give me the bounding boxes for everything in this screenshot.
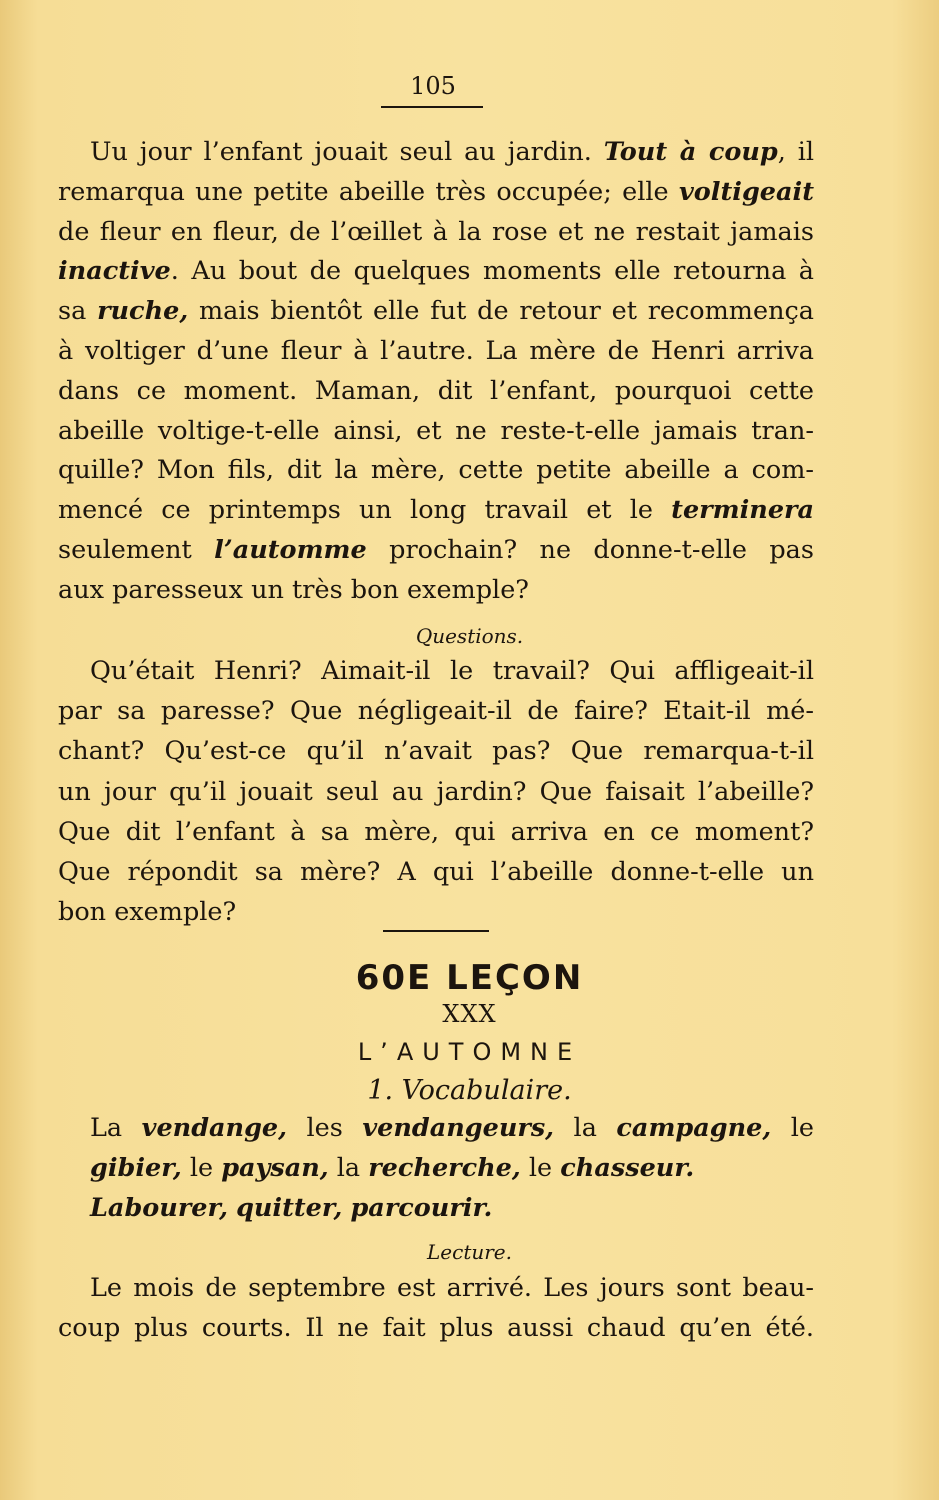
lesson-title: L’AUTOMNE	[357, 1038, 582, 1066]
story-line: quille? Mon fils, dit la mère, cette petite abeille a com-	[58, 455, 814, 486]
vocabulary-line: La vendange, les vendangeurs, la campagne, le	[90, 1113, 814, 1143]
section-divider	[383, 930, 489, 932]
vocabulary-heading: 1. Vocabulaire.	[367, 1075, 572, 1106]
story-line: Uu jour l’enfant jouait seul au jardin. Tout à coup, il	[90, 137, 815, 167]
story-line: remarqua une petite abeille très occupée; elle voltigeait	[58, 176, 814, 207]
question-line: bon exemple?	[58, 897, 237, 928]
reading-line: coup plus courts. Il ne fait plus aussi chaud qu’en été.	[58, 1313, 814, 1343]
vocabulary-line: Labourer, quitter, parcourir.	[90, 1193, 493, 1223]
story-line: aux paresseux un très bon exemple?	[58, 574, 529, 605]
reading-heading: Lecture.	[427, 1240, 512, 1264]
question-line: chant? Qu’est-ce qu’il n’avait pas? Que remarqua-t-il	[58, 736, 814, 767]
question-line: Que répondit sa mère? A qui l’abeille donne-t-elle un	[58, 857, 814, 887]
question-line: par sa paresse? Que négligeait-il de faire? Etait-il mé-	[58, 696, 814, 727]
lesson-heading: 60E LEÇON	[355, 958, 584, 998]
story-line: seulement l’automme prochain? ne donne-t-elle pas	[58, 535, 814, 565]
story-line: mencé ce printemps un long travail et le terminera	[58, 495, 814, 526]
story-line: dans ce moment. Maman, dit l’enfant, pourquoi cette	[58, 375, 814, 406]
page-number-underline	[381, 106, 483, 108]
lesson-roman-number: XXX	[442, 1000, 497, 1028]
page-number: 105	[410, 72, 456, 100]
vocabulary-line: gibier, le paysan, la recherche, le chasseur.	[90, 1153, 695, 1183]
story-line: sa ruche, mais bientôt elle fut de retour et recommença	[58, 296, 814, 327]
story-line: à voltiger d’une fleur à l’autre. La mère de Henri arriva	[58, 336, 814, 366]
reading-line: Le mois de septembre est arrivé. Les jours sont beau-	[90, 1273, 814, 1303]
questions-heading: Questions.	[415, 624, 524, 648]
question-line: Que dit l’enfant à sa mère, qui arriva en ce moment?	[58, 816, 814, 847]
story-line: de fleur en fleur, de l’œillet à la rose et ne restait jamais	[58, 216, 814, 247]
story-line: inactive. Au bout de quelques moments elle retourna à	[58, 256, 814, 287]
story-line: abeille voltige-t-elle ainsi, et ne reste-t-elle jamais tran-	[58, 415, 814, 446]
question-line: Qu’était Henri? Aimait-il le travail? Qui affligeait-il	[90, 656, 814, 686]
question-line: un jour qu’il jouait seul au jardin? Que faisait l’abeille?	[58, 776, 814, 807]
